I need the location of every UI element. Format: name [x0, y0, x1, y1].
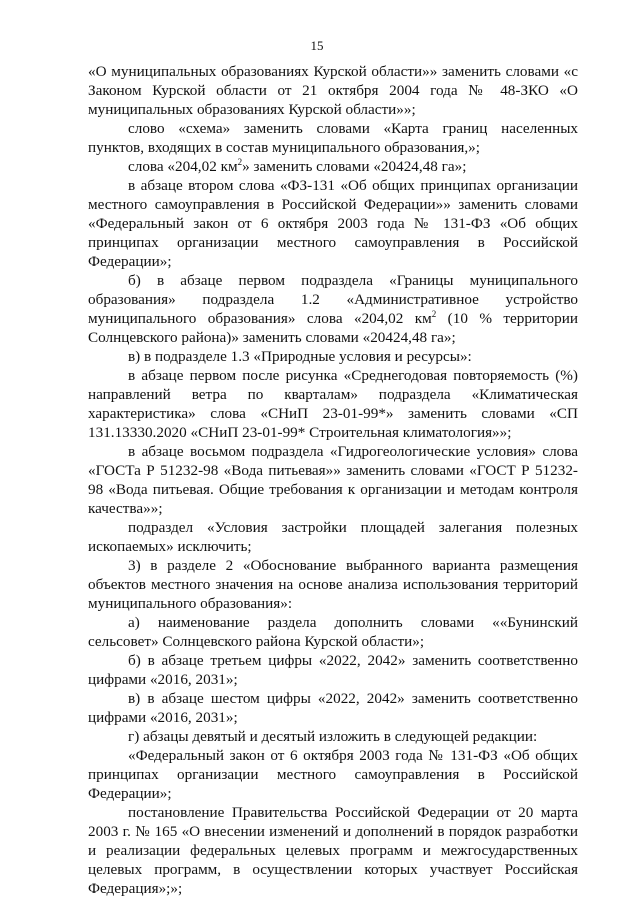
paragraph-item-v-sixth: в) в абзаце шестом цифры «2022, 2042» заменить соответственно цифрами «2016, 2031»; [88, 690, 578, 726]
paragraph-climate: в абзаце первом после рисунка «Среднегодовая повторяемость (%) направлений ветра по кварталам» подраздела «Климатическая характеристика» слова «СНиП 23-01-99*» заменить словами «СП 131.13330.2020 «СНиП 23-01-99* Строительная климатология»»; [88, 367, 578, 441]
paragraph-item-b-third: б) в абзаце третьем цифры «2022, 2042» заменить соответственно цифрами «2016, 2031»; [88, 652, 578, 688]
paragraph-area-km2 [88, 157, 578, 176]
paragraph-area-km2-after: » заменить словами «20424,48 га»; [242, 158, 467, 175]
paragraph-item-a-title: а) наименование раздела дополнить словами ««Бунинский сельсовет» Солнцевского района Курской области»; [88, 614, 578, 650]
paragraph-continuation: «О муниципальных образованиях Курской области»» заменить словами «с Законом Курской области от 21 октября 2004 года № 48-ЗКО «О муниципальных образованиях Курской области»»; [88, 63, 578, 118]
paragraph-item-g-ninth-tenth: г) абзацы девятый и десятый изложить в следующей редакции: [128, 728, 538, 745]
paragraph-federal-law: «Федеральный закон от 6 октября 2003 года № 131-ФЗ «Об общих принципах организации местного самоуправления в Российской Федерации»; [88, 747, 578, 802]
document-body [88, 62, 578, 898]
superscript-2: 2 [237, 156, 243, 167]
paragraph-area-km2-before: слова «204,02 км [128, 158, 238, 175]
superscript-2: 2 [431, 308, 437, 319]
paragraph-minerals: подраздел «Условия застройки площадей залегания полезных ископаемых» исключить; [88, 519, 578, 555]
paragraph-item-b-before: б) в абзаце первом подраздела «Границы муниципального образования» подраздела 1.2 «Административное устройство муниципального образования» слова «204,02 км [88, 272, 578, 327]
page-number: 15 [310, 38, 324, 53]
paragraph-government-decree: постановление Правительства Российской Федерации от 20 марта 2003 г. № 165 «О внесении изменений и дополнений в порядок разработки и реализации федеральных целевых программ и межгосударственных целевых программ, в осуществлении которых участвует Российская Федерация»;»; [88, 804, 578, 897]
paragraph-item-b-borders [88, 271, 578, 347]
paragraph-item-b-after: (10 % территории Солнцевского района)» заменить словами «20424,48 га»; [88, 310, 578, 346]
paragraph-item-v-natural: в) в подразделе 1.3 «Природные условия и ресурсы»: [128, 348, 472, 365]
paragraph-section-2: 3) в разделе 2 «Обоснование выбранного варианта размещения объектов местного значения на основе анализа использования территорий муниципального образования»: [88, 557, 578, 612]
paragraph-fz131: в абзаце втором слова «ФЗ-131 «Об общих принципах организации местного самоуправления в Российской Федерации»» заменить словами «Федеральный закон от 6 октября 2003 года № 131-ФЗ «Об общих принципах организации местного самоуправления в Российской Федерации»; [88, 177, 578, 270]
paragraph-hydrogeology: в абзаце восьмом подраздела «Гидрогеологические условия» слова «ГОСТа Р 51232-98 «Вода питьевая»» заменить словами «ГОСТ Р 51232-98 «Вода питьевая. Общие требования к организации и методам контроля качества»»; [88, 443, 578, 517]
paragraph-word-schema: слово «схема» заменить словами «Карта границ населенных пунктов, входящих в состав муниципального образования,»; [88, 120, 578, 156]
